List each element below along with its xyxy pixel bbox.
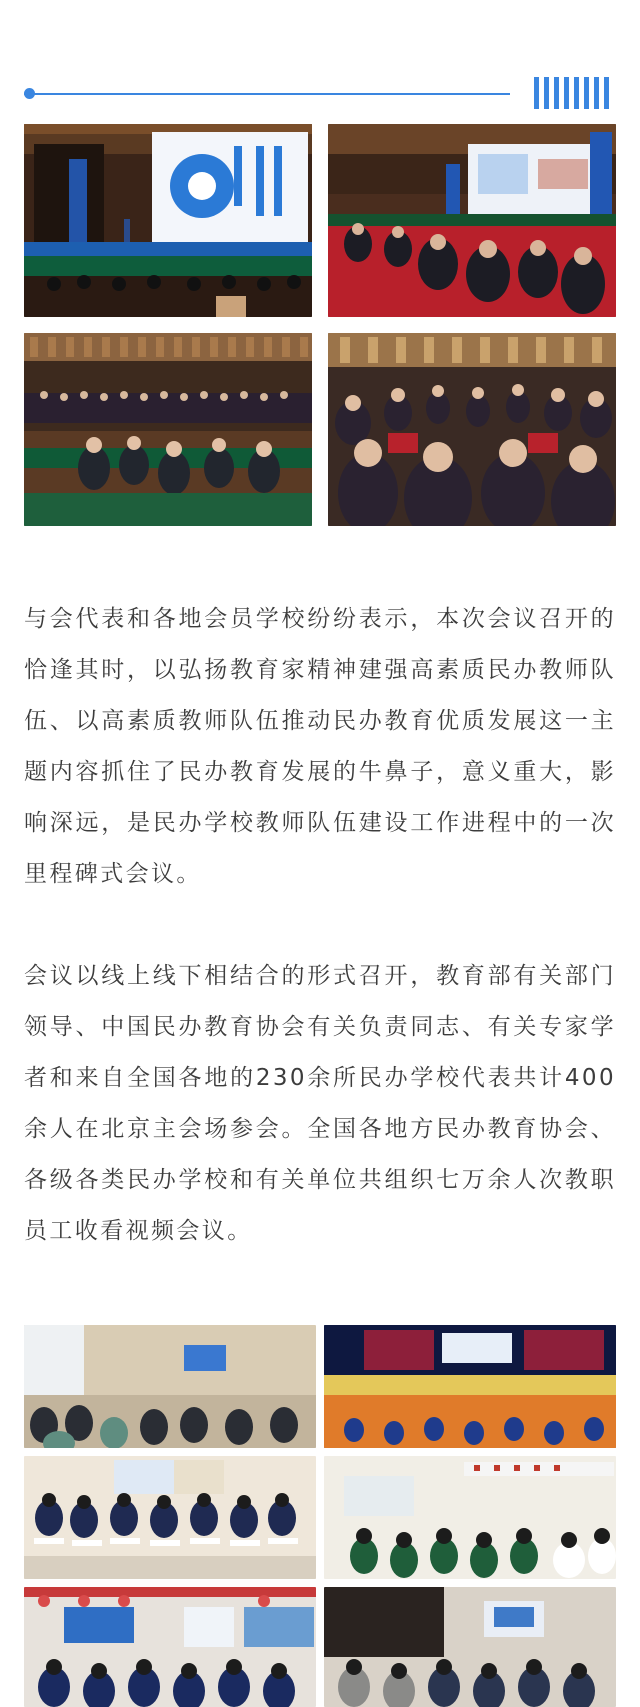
summary-paragraph: 与会代表和各地会员学校纷纷表示，本次会议召开的恰逢其时，以弘扬教育家精神建强高素质民办教师队伍、以高素质教师队伍推动民办教育优质发展这一主题内容抓住了民办教育发展的牛鼻子，意义重大，影响深远，是民办学校教师队伍建设工作进程中的一次里程碑式会议。: [24, 606, 616, 887]
meeting-hall-viewing-photo[interactable]: [324, 1587, 616, 1707]
header-stripes-decoration: [534, 77, 616, 109]
conference-audience-closeup-photo[interactable]: [328, 333, 616, 526]
school-viewing-room-photo[interactable]: [24, 1325, 316, 1448]
conference-audience-front-photo[interactable]: [328, 124, 616, 317]
green-uniform-viewing-photo[interactable]: [324, 1456, 616, 1579]
school-auditorium-photo[interactable]: [324, 1325, 616, 1448]
conference-front-rows-photo[interactable]: [24, 333, 312, 526]
conference-stage-photo[interactable]: [24, 124, 312, 317]
meeting-details-paragraph: 会议以线上线下相结合的形式召开，教育部有关部门领导、中国民办教育协会有关负责同志、有关专家学者和来自全国各地的230余所民办学校代表共计400余人在北京主会场参会。全国各地方民办教育协会、各级各类民办学校和有关单位共组织七万余人次教职员工收看视频会议。: [24, 963, 616, 1244]
classroom-viewing-photo[interactable]: [24, 1456, 316, 1579]
header-divider-line: [24, 93, 510, 95]
festive-hall-viewing-photo[interactable]: [24, 1587, 316, 1707]
header-divider-dot: [24, 88, 35, 99]
